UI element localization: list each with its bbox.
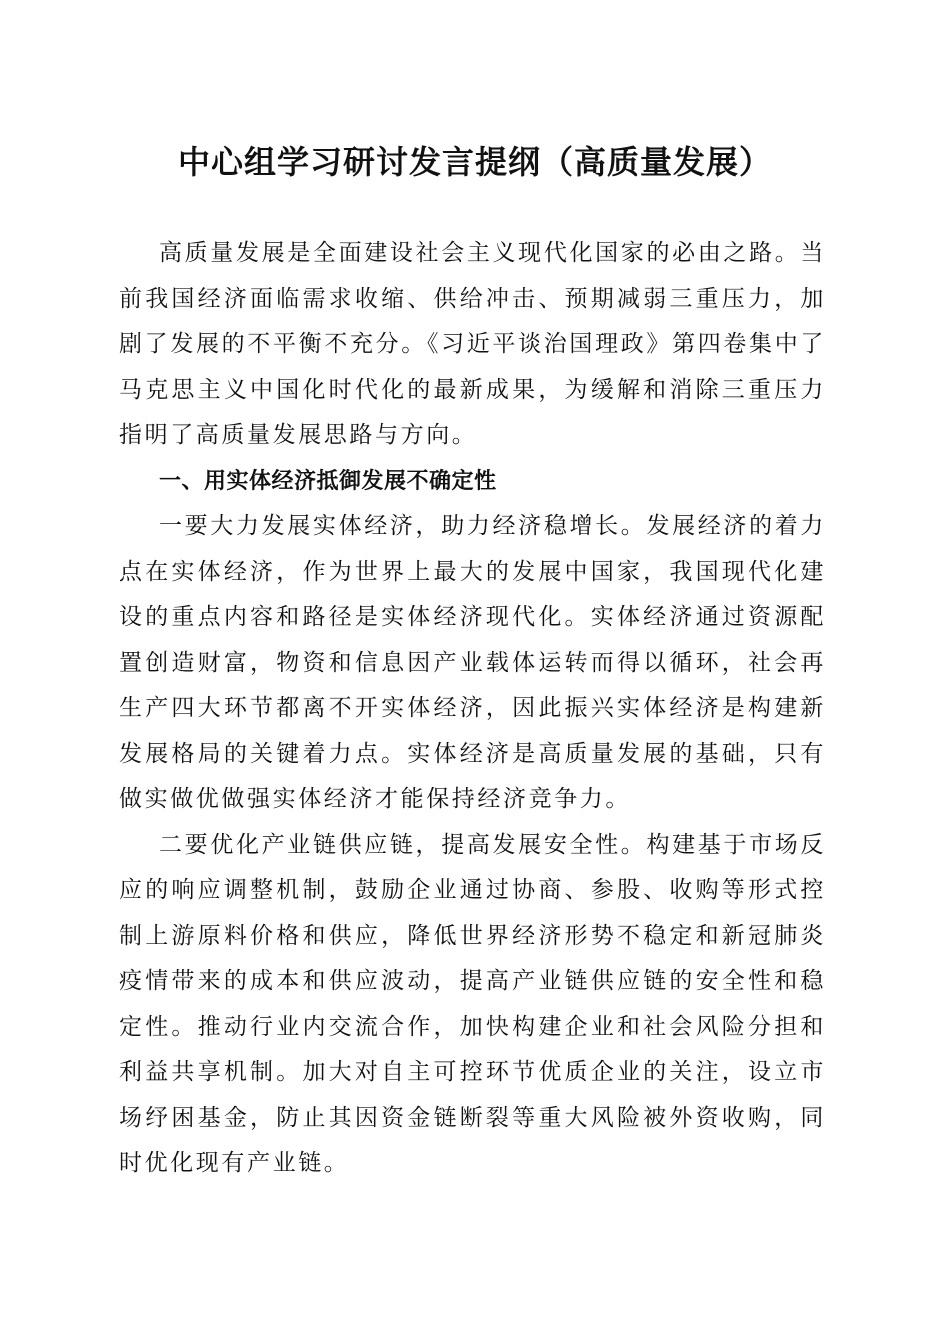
paragraph-2: 二要优化产业链供应链，提高发展安全性。构建基于市场反应的响应调整机制，鼓励企业通过协商、参股、收购等形式控制上游原料价格和供应，降低世界经济形势不稳定和新冠肺炎疫情带来的成本和供应波动，提高产业链供应链的安全性和稳定性。推动行业内交流合作，加快构建企业和社会风险分担和利益共享机制。加大对自主可控环节优质企业的关注，设立市场纾困基金，防止其因资金链断裂等重大风险被外资收购，同时优化现有产业链。 bbox=[119, 831, 826, 1176]
section-heading-1: 一、用实体经济抵御发展不确定性 bbox=[159, 468, 497, 494]
intro-paragraph: 高质量发展是全面建设社会主义现代化国家的必由之路。当前我国经济面临需求收缩、供给冲击、预期减弱三重压力，加剧了发展的不平衡不充分。《习近平谈治国理政》第四卷集中了马克思主义中国化时代化的最新成果，为缓解和消除三重压力指明了高质量发展思路与方向。 bbox=[119, 240, 826, 448]
paragraph-1: 一要大力发展实体经济，助力经济稳增长。发展经济的着力点在实体经济，作为世界上最大的发展中国家，我国现代化建设的重点内容和路径是实体经济现代化。实体经济通过资源配置创造财富，物资和信息因产业载体运转而得以循环，社会再生产四大环节都离不开实体经济，因此振兴实体经济是构建新发展格局的关键着力点。实体经济是高质量发展的基础，只有做实做优做强实体经济才能保持经济竞争力。 bbox=[119, 513, 826, 812]
document-body bbox=[119, 231, 826, 1187]
document-title: 中心组学习研讨发言提纲（高质量发展） bbox=[177, 143, 772, 181]
